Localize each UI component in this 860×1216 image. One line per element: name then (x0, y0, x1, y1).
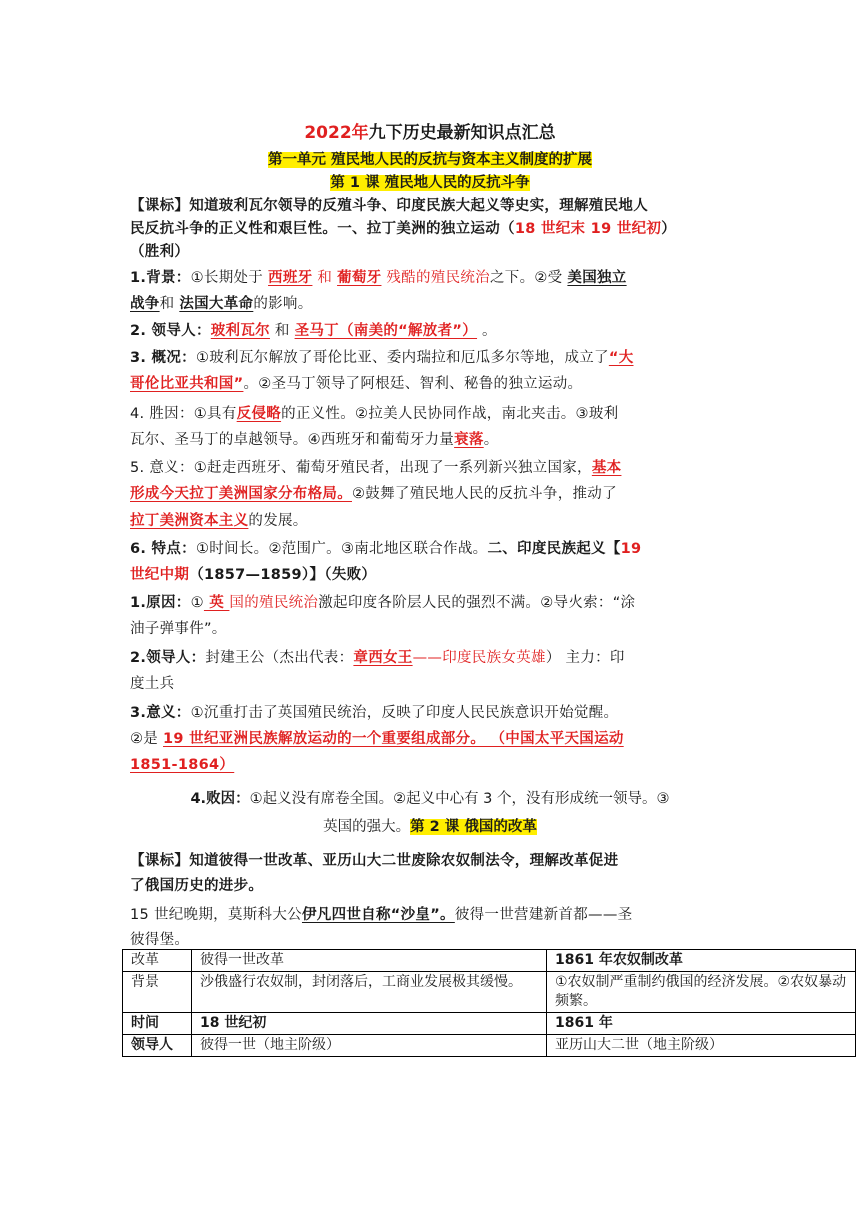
lesson1-heading: 第 1 课 殖民地人民的反抗斗争 (330, 175, 530, 191)
background-line2: 战争和 法国大革命的影响。 (130, 296, 313, 312)
page-title (0, 118, 860, 143)
cause-line1: 1.原因：① 英 国的殖民统治激起印度各阶层人民的强烈不满。②导火索：“涂 (130, 595, 636, 611)
table-cell: 彼得一世（地主阶级） (192, 1035, 547, 1057)
kebiao1-line1: 【课标】知道玻利瓦尔领导的反殖斗争、印度民族大起义等史实，理解殖民地人 (130, 198, 648, 214)
features-line2: 世纪中期（1857—1859）】（失败） (130, 567, 377, 583)
ivan-line1: 15 世纪晚期，莫斯科大公伊凡四世自称“沙皇”。彼得一世营建新首都——圣 (130, 907, 633, 923)
table-row (123, 972, 856, 1013)
reform-table (122, 949, 856, 1057)
kebiao2-line1: 【课标】知道彼得一世改革、亚历山大二世废除农奴制法令，理解改革促进 (130, 853, 619, 869)
india-leader-line1: 2.领导人：封建王公（杰出代表：章西女王——印度民族女英雄） 主力：印 (130, 650, 625, 666)
fail-line2: 英国的强大。第 2 课 俄国的改革 (323, 819, 537, 835)
kebiao2-line2: 了俄国历史的进步。 (130, 878, 264, 894)
unit-heading: 第一单元 殖民地人民的反抗与资本主义制度的扩展 (267, 152, 593, 168)
table-header-cell: 彼得一世改革 (192, 950, 547, 972)
meaning-line2: 形成今天拉丁美洲国家分布格局。②鼓舞了殖民地人民的反抗斗争，推动了 (130, 486, 617, 502)
fail-line1: 4.败因：①起义没有席卷全国。②起义中心有 3 个，没有形成统一领导。③ (190, 791, 670, 807)
table-cell: 18 世纪初 (192, 1013, 547, 1035)
title-year: 2022年 (304, 123, 369, 143)
table-header-cell: 1861 年农奴制改革 (547, 950, 856, 972)
table-cell: 亚历山大二世（地主阶级） (547, 1035, 856, 1057)
table-cell: ①农奴制严重制约俄国的经济发展。②农奴暴动频繁。 (547, 972, 856, 1013)
table-row-label: 背景 (123, 972, 192, 1013)
table-row (123, 1013, 856, 1035)
win-line2: 瓦尔、圣马丁的卓越领导。④西班牙和葡萄牙力量衰落。 (130, 432, 499, 448)
overview-line2: 哥伦比亚共和国”。②圣马丁领导了阿根廷、智利、秘鲁的独立运动。 (130, 376, 583, 392)
kebiao1-line2: 民反抗斗争的正义性和艰巨性。一、拉丁美洲的独立运动（18 世纪末 19 世纪初） (130, 221, 677, 237)
india-leader-line2: 度土兵 (130, 676, 175, 692)
cause-line2: 油子弹事件”。 (130, 621, 227, 637)
table-row (123, 1035, 856, 1057)
meaning-line1: 5. 意义：①赶走西班牙、葡萄牙殖民者，出现了一系列新兴独立国家，基本 (130, 460, 622, 476)
table-cell: 1861 年 (547, 1013, 856, 1035)
meaning-line3: 拉丁美洲资本主义的发展。 (130, 513, 308, 529)
table-row-label: 领导人 (123, 1035, 192, 1057)
table-header-row (123, 950, 856, 972)
leaders-line: 2. 领导人：玻利瓦尔 和 圣马丁（南美的“解放者”） 。 (130, 323, 497, 339)
win-line1: 4. 胜因：①具有反侵略的正义性。②拉美人民协同作战，南北夹击。③玻利 (130, 406, 619, 422)
india-meaning-line3: 1851-1864） (130, 757, 235, 773)
india-meaning-line2: ②是 19 世纪亚洲民族解放运动的一个重要组成部分。 （中国太平天国运动 (130, 731, 624, 747)
title-text: 九下历史最新知识点汇总 (368, 123, 556, 143)
ivan-line2: 彼得堡。 (130, 932, 190, 948)
background-line1: 1.背景：①长期处于 西班牙 和 葡萄牙 残酷的殖民统治之下。②受 美国独立 (130, 270, 627, 286)
table-row-label: 时间 (123, 1013, 192, 1035)
features-line1: 6. 特点：①时间长。②范围广。③南北地区联合作战。二、印度民族起义【19 (130, 541, 642, 557)
overview-line1: 3. 概况：①玻利瓦尔解放了哥伦比亚、委内瑞拉和厄瓜多尔等地，成立了“大 (130, 350, 634, 366)
lesson2-heading: 第 2 课 俄国的改革 (410, 819, 537, 835)
india-meaning-line1: 3.意义：①沉重打击了英国殖民统治，反映了印度人民民族意识开始觉醒。 (130, 705, 619, 721)
kebiao1-line3: （胜利） (130, 244, 190, 260)
table-cell: 沙俄盛行农奴制，封闭落后，工商业发展极其缓慢。 (192, 972, 547, 1013)
table-header-cell: 改革 (123, 950, 192, 972)
